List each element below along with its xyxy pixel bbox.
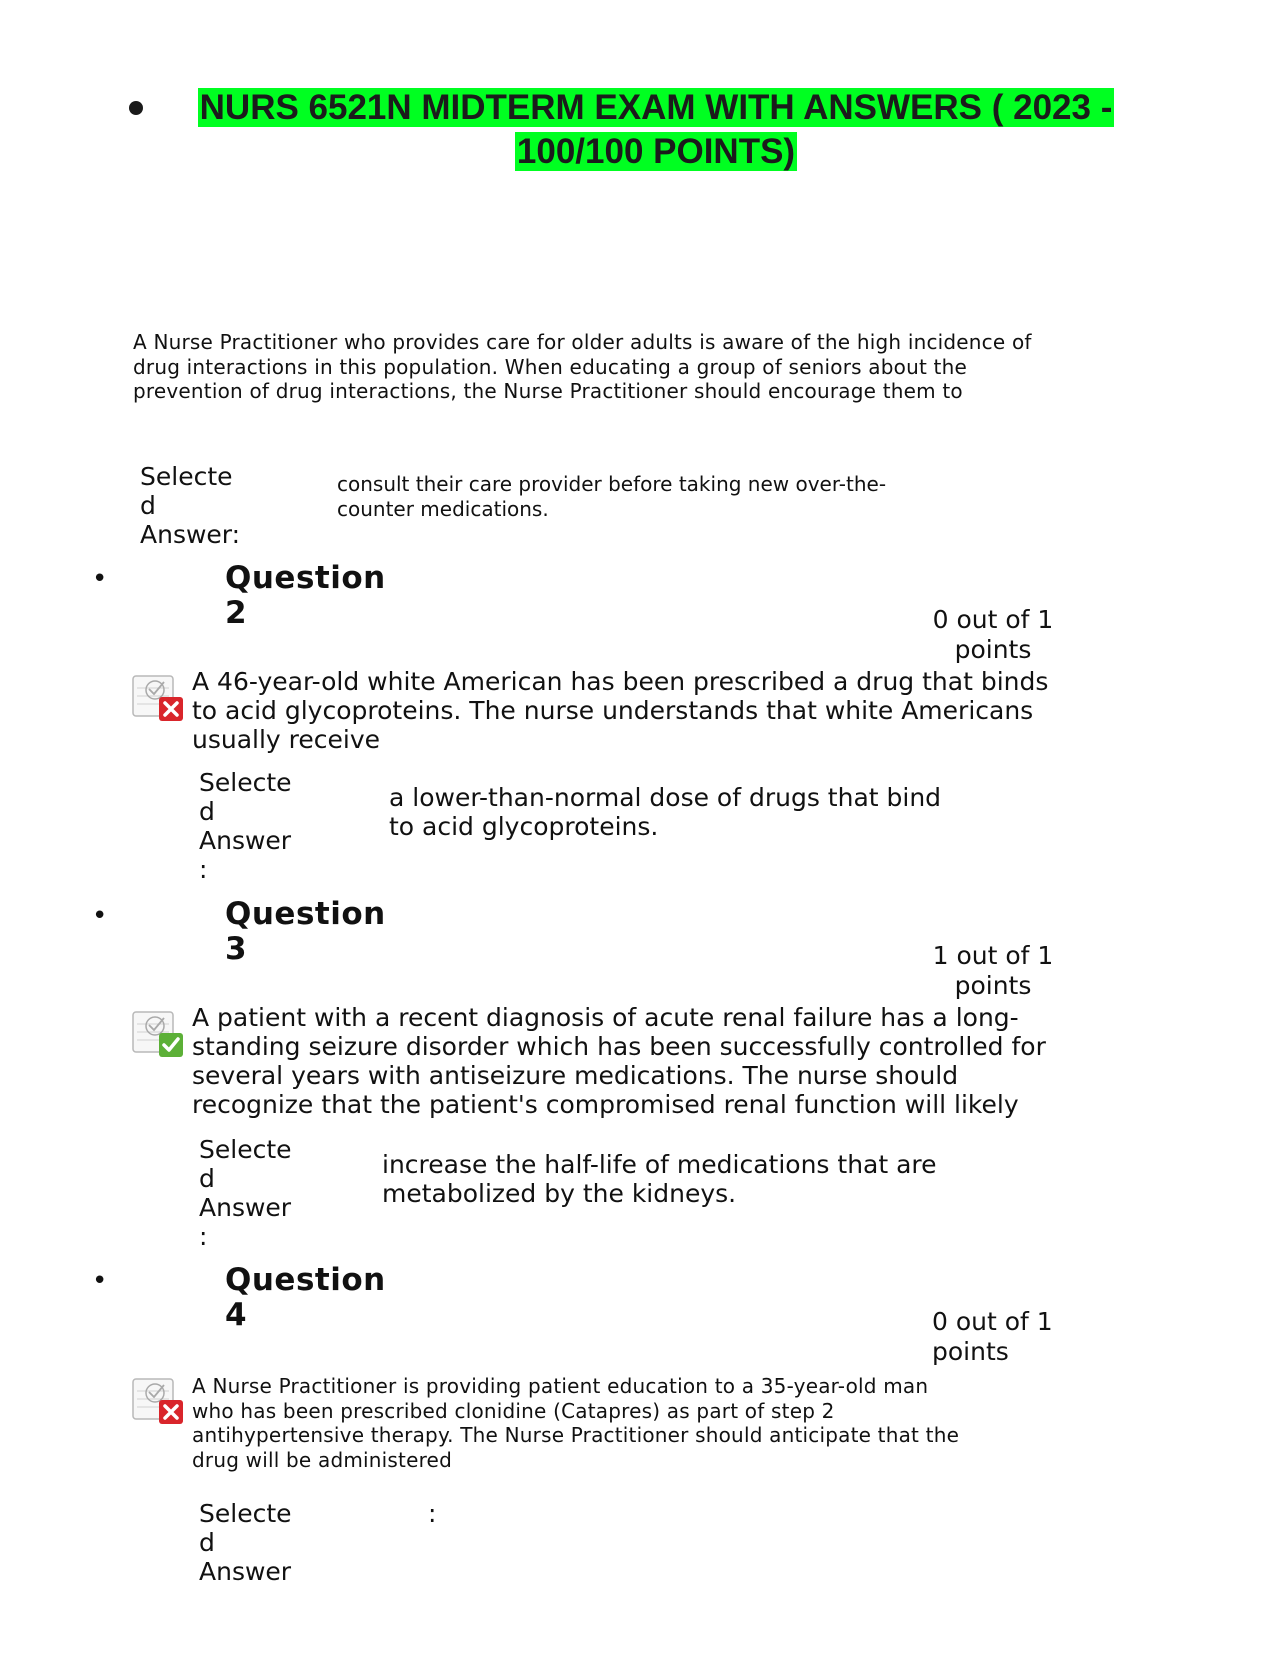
question-3-points: 1 out of 1 points: [932, 941, 1054, 1000]
question-4-selected-answer-label: Selecte d Answer: [199, 1499, 292, 1586]
question-3-text: A patient with a recent diagnosis of acute renal failure has a long- standing seizure disorder which has been successfully controlled for several years with antiseizure medications. The nurse should recognize that the patient's compromised renal function will likely: [192, 1003, 1046, 1119]
question-2-bullet: •: [92, 564, 108, 594]
title-line-2: 100/100 POINTS): [516, 132, 796, 171]
question-3-bullet: •: [92, 901, 108, 931]
correct-icon: [131, 1006, 187, 1062]
question-2-heading: Question 2: [225, 560, 386, 631]
question-3-selected-answer-label: Selecte d Answer :: [199, 1135, 292, 1251]
incorrect-icon: [131, 1373, 187, 1429]
intro-selected-answer: consult their care provider before taking new over-the- counter medications.: [337, 472, 887, 521]
intro-question-text: A Nurse Practitioner who provides care for older adults is aware of the high incidence of drug interactions in this population. When educating a group of seniors about the prevention of drug interactions, the Nurse Practitioner should encourage them to: [133, 330, 1032, 403]
question-2-selected-answer-label: Selecte d Answer :: [199, 768, 292, 884]
question-4-answer-colon: :: [428, 1499, 437, 1528]
document-title: [166, 86, 1146, 174]
incorrect-icon: [131, 670, 187, 726]
question-4-text: A Nurse Practitioner is providing patient education to a 35-year-old man who has been prescribed clonidine (Catapres) as part of step 2 antihypertensive therapy. The Nurse Practitioner should anticipate that the drug will be administered: [192, 1374, 960, 1472]
title-line-1: NURS 6521N MIDTERM EXAM WITH ANSWERS ( 2023 -: [199, 88, 1113, 127]
question-2-text: A 46-year-old white American has been prescribed a drug that binds to acid glycoproteins. The nurse understands that white Americans usually receive: [192, 667, 1049, 754]
intro-selected-answer-label: Selecte d Answer:: [140, 462, 241, 549]
question-3-selected-answer: increase the half-life of medications that are metabolized by the kidneys.: [382, 1150, 937, 1208]
question-3-heading: Question 3: [225, 896, 386, 967]
question-2-points: 0 out of 1 points: [932, 605, 1054, 664]
question-4-points: 0 out of 1 points: [932, 1307, 1053, 1366]
title-bullet: [129, 101, 143, 115]
question-4-bullet: •: [92, 1266, 108, 1296]
question-2-selected-answer: a lower-than-normal dose of drugs that bind to acid glycoproteins.: [389, 783, 942, 841]
question-4-heading: Question 4: [225, 1262, 386, 1333]
